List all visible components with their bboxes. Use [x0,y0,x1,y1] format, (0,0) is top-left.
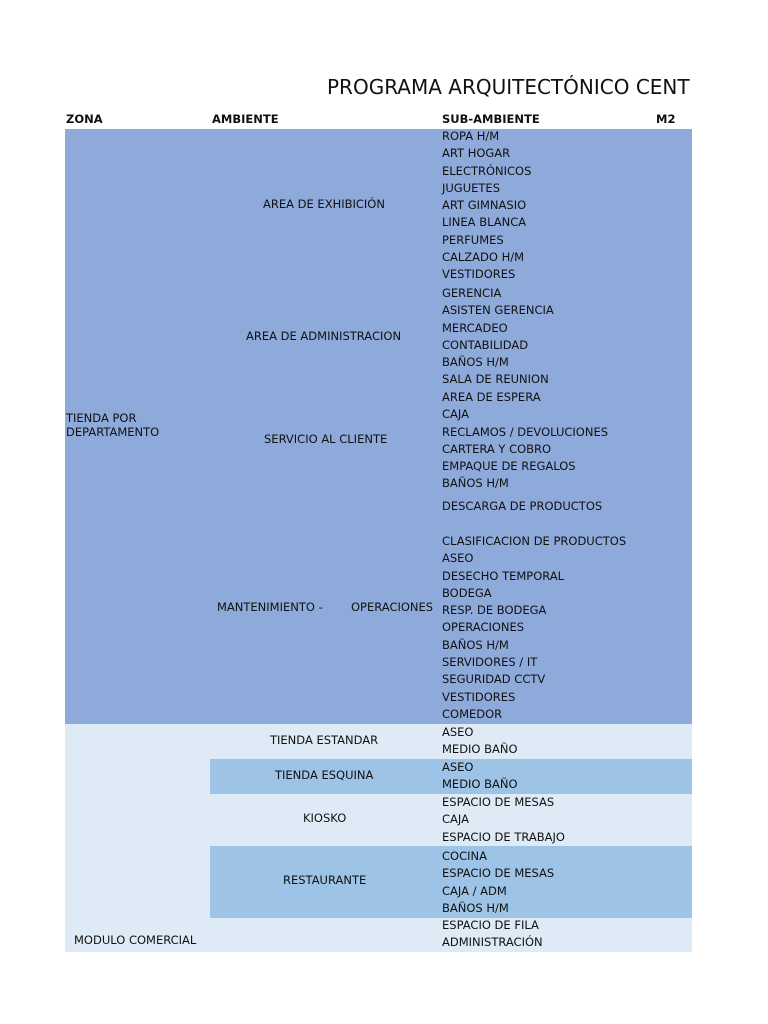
sub-ambiente-item: ART HOGAR [442,146,511,161]
sub-list-final [442,917,543,952]
sub-ambiente-item: OPERACIONES [442,620,525,635]
sub-ambiente-item: ESPACIO DE MESAS [442,795,555,809]
sub-ambiente-item: SERVIDORES / IT [442,655,538,670]
ambiente-restaurante: RESTAURANTE [283,873,367,887]
sub-list-mantenimiento [442,533,626,723]
ambiente-tienda-estandar: TIENDA ESTANDAR [270,733,379,747]
sub-ambiente-item: MERCADEO [442,320,508,335]
sub-ambiente-item: JUGUETES [442,180,500,195]
sub-descarga-productos: DESCARGA DE PRODUCTOS [442,499,603,513]
sub-ambiente-item: RESP. DE BODEGA [442,603,547,618]
sub-ambiente-item: ROPA H/M [442,129,500,143]
ambiente-area-administracion: AREA DE ADMINISTRACION [246,329,402,343]
sub-ambiente-item: SALA DE REUNION [442,372,549,387]
ambiente-servicio-cliente: SERVICIO AL CLIENTE [264,432,388,446]
zone-modulo-comercial: MODULO COMERCIAL [74,933,197,947]
ambiente-area-exhibicion: AREA DE EXHIBICIÓN [263,197,385,211]
sub-ambiente-item: BAÑOS H/M [442,355,509,370]
sub-ambiente-item: ART GIMNASIO [442,198,527,213]
sub-ambiente-item: EMPAQUE DE REGALOS [442,459,576,474]
sub-ambiente-item: VESTIDORES [442,689,516,704]
sub-ambiente-item: CONTABILIDAD [442,337,529,352]
sub-ambiente-item: CAJA [442,812,469,827]
sub-ambiente-item: ASEO [442,551,474,566]
header-ambiente: AMBIENTE [212,112,279,126]
sub-ambiente-item: BODEGA [442,585,492,600]
sub-ambiente-item: ESPACIO DE FILA [442,918,539,932]
sub-ambiente-item: CAJA / ADM [442,883,507,898]
sub-ambiente-item: ADMINISTRACIÓN [442,935,543,950]
ambiente-kiosko: KIOSKO [303,811,347,825]
sub-ambiente-item: BAÑOS H/M [442,476,509,491]
sub-ambiente-item: GERENCIA [442,286,502,300]
sub-ambiente-item: ASISTEN GERENCIA [442,303,554,318]
sub-ambiente-item: CALZADO H/M [442,250,525,265]
sub-ambiente-item: DESECHO TEMPORAL [442,568,565,583]
ambiente-mantenimiento: MANTENIMIENTO - [217,600,323,614]
header-m2: M2 [656,112,676,126]
sub-ambiente-item: COMEDOR [442,706,503,721]
sub-ambiente-item: AREA DE ESPERA [442,390,541,404]
sub-ambiente-item: MEDIO BAÑO [442,777,518,792]
sub-ambiente-item: CLASIFICACION DE PRODUCTOS [442,534,627,548]
sub-list-tienda-estandar [442,724,518,759]
sub-ambiente-item: ASEO [442,725,474,739]
ambiente-operaciones: OPERACIONES [351,600,434,614]
sub-list-administracion [442,285,554,389]
sub-list-exhibicion [442,128,531,284]
sub-ambiente-item: RECLAMOS / DEVOLUCIONES [442,424,609,439]
sub-list-kiosko [442,794,565,846]
sub-ambiente-item: ESPACIO DE TRABAJO [442,829,565,844]
sub-list-restaurante [442,848,554,917]
sub-list-tienda-esquina [442,759,518,794]
sub-ambiente-item: BAÑOS H/M [442,637,509,652]
sub-ambiente-item: ELECTRÓNICOS [442,163,532,178]
sub-ambiente-item: SEGURIDAD CCTV [442,672,546,687]
header-zona: ZONA [66,112,103,126]
sub-ambiente-item: CARTERA Y COBRO [442,441,552,456]
sub-ambiente-item: CAJA [442,407,469,422]
ambiente-tienda-esquina: TIENDA ESQUINA [275,768,374,782]
sheet-title-area [0,75,692,103]
sub-ambiente-item: COCINA [442,849,487,863]
sub-ambiente-item: BAÑOS H/M [442,900,509,915]
sub-ambiente-item: ASEO [442,760,474,774]
sub-ambiente-item: MEDIO BAÑO [442,742,518,757]
zone-tienda-por-departamento: TIENDA POR DEPARTAMENTO [66,411,160,439]
sub-ambiente-item: ESPACIO DE MESAS [442,866,555,881]
sub-list-servicio [442,389,608,493]
sub-ambiente-item: LINEA BLANCA [442,215,527,230]
sub-ambiente-item: PERFUMES [442,232,504,247]
header-sub-ambiente: SUB-AMBIENTE [442,112,540,126]
sheet-title: PROGRAMA ARQUITECTÓNICO CENT [327,75,690,99]
sub-ambiente-item: VESTIDORES [442,267,516,282]
